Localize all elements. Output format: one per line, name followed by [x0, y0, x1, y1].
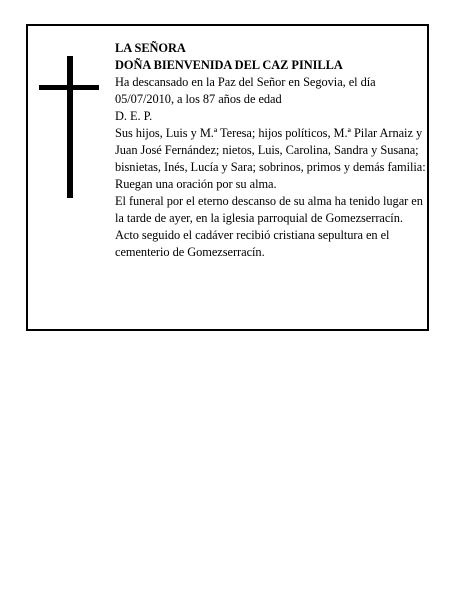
- obituary-notice: [26, 24, 429, 331]
- cross-vertical-bar: [67, 56, 73, 198]
- cross-horizontal-bar: [39, 85, 99, 90]
- family-list: Sus hijos, Luis y M.ª Teresa; hijos políticos, M.ª Pilar Arnaiz y Juan José Fernández; nietos, Luis, Carolina, Sandra y Susana; bisnietas, Inés, Lucía y Sara; sobrinos, primos y demás familia:: [115, 126, 426, 174]
- death-statement: Ha descansado en la Paz del Señor en Segovia, el día 05/07/2010, a los 87 años de edad: [115, 75, 376, 106]
- prayer-request: Ruegan una oración por su alma.: [115, 177, 277, 191]
- notice-body: [115, 40, 427, 261]
- deceased-name: DOÑA BIENVENIDA DEL CAZ PINILLA: [115, 58, 343, 72]
- rip-abbreviation: D. E. P.: [115, 109, 153, 123]
- notice-heading-title: LA SEÑORA: [115, 41, 186, 55]
- funeral-info: El funeral por el eterno descanso de su alma ha tenido lugar en la tarde de ayer, en la iglesia parroquial de Gomezserracín. Acto seguido el cadáver recibió cristiana sepultura en el cementerio de Gomezserracín.: [115, 194, 423, 259]
